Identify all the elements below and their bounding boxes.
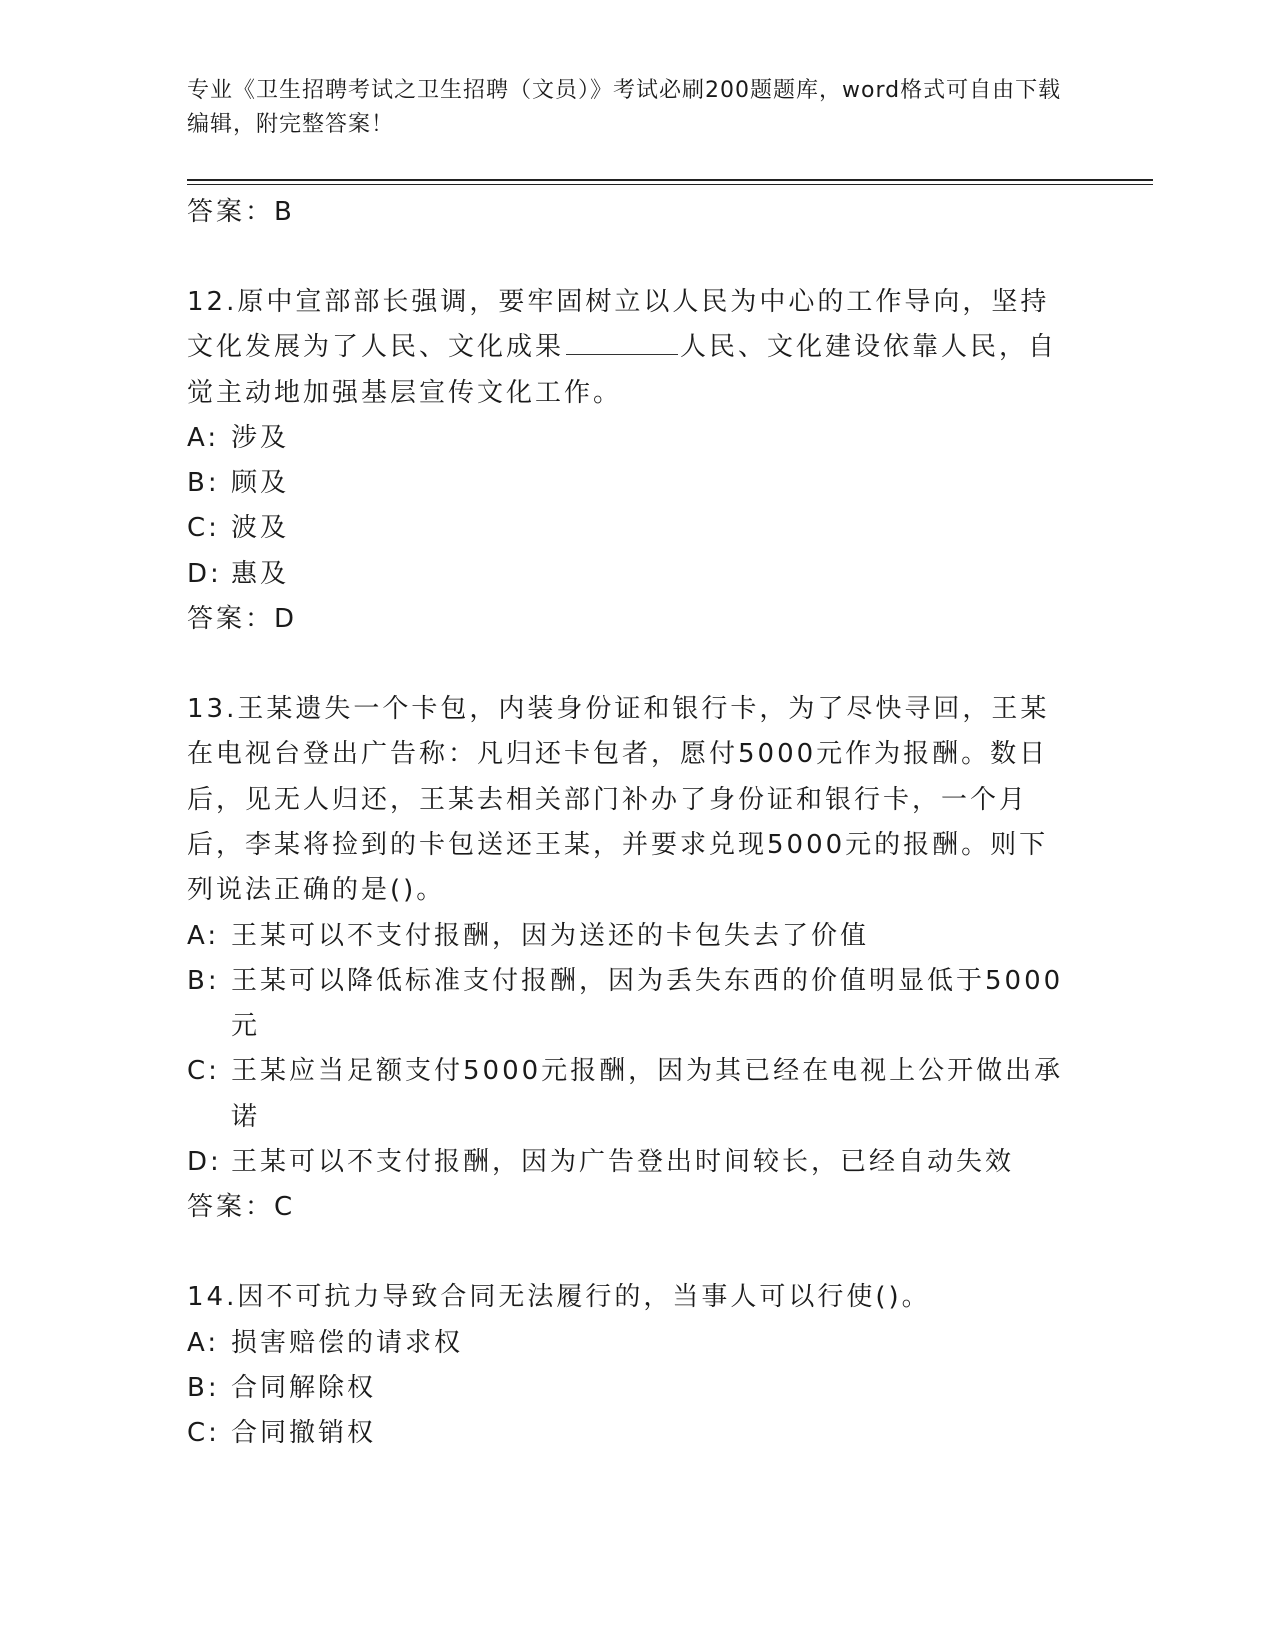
option-a bbox=[187, 416, 1067, 461]
option-letter: D: bbox=[187, 558, 222, 589]
spacer bbox=[187, 642, 1067, 687]
question-stem-13: 13.王某遗失一个卡包，内装身份证和银行卡，为了尽快寻回，王某在电视台登出广告称：凡归还卡包者，愿付5000元作为报酬。数日后，见无人归还，王某去相关部门补办了身份证和银行卡，一个月后，李某将捡到的卡包送还王某，并要求兑现5000元的报酬。则下列说法正确的是()。 bbox=[187, 694, 1050, 906]
option-c bbox=[187, 1049, 1067, 1140]
answer-line-prev: 答案：B bbox=[187, 197, 295, 227]
question-stem-14: 14.因不可抗力导致合同无法履行的，当事人可以行使()。 bbox=[187, 1282, 931, 1313]
option-text: 王某可以不支付报酬，因为广告登出时间较长，已经自动失效 bbox=[231, 1147, 1015, 1178]
option-d bbox=[187, 552, 1067, 597]
option-text: 顾及 bbox=[231, 468, 290, 499]
spacer bbox=[187, 1230, 1067, 1275]
option-text: 涉及 bbox=[231, 422, 290, 453]
question-block-12 bbox=[187, 280, 1067, 642]
option-letter: C: bbox=[187, 1418, 220, 1449]
option-b bbox=[187, 461, 1067, 506]
option-letter: C: bbox=[187, 513, 220, 544]
header-divider-thin bbox=[187, 184, 1153, 185]
header-divider-thick bbox=[187, 179, 1153, 181]
option-text: 损害赔偿的请求权 bbox=[231, 1327, 464, 1358]
option-d bbox=[187, 1140, 1067, 1185]
question-stem-12-part2: 人民、文化建设依靠人民，自觉主动地加强基层宣传文化工作。 bbox=[187, 332, 1058, 408]
option-letter: B: bbox=[187, 965, 220, 996]
option-letter: A: bbox=[187, 422, 220, 453]
option-text: 王某可以降低标准支付报酬，因为丢失东西的价值明显低于5000元 bbox=[231, 965, 1064, 1042]
option-a bbox=[187, 914, 1067, 959]
document-header: 专业《卫生招聘考试之卫生招聘（文员）》考试必刷200题题库，word格式可自由下载编辑，附完整答案！ bbox=[187, 78, 1062, 137]
question-stem-12 bbox=[187, 280, 1067, 416]
option-text: 合同解除权 bbox=[231, 1372, 377, 1403]
option-text: 王某应当足额支付5000元报酬，因为其已经在电视上公开做出承诺 bbox=[231, 1056, 1064, 1132]
option-text: 合同撤销权 bbox=[231, 1418, 377, 1449]
question-block-14 bbox=[187, 1275, 1067, 1456]
answer-line-12: 答案：D bbox=[187, 604, 298, 635]
option-text: 波及 bbox=[231, 513, 290, 544]
option-letter: B: bbox=[187, 1372, 220, 1403]
option-text: 王某可以不支付报酬，因为送还的卡包失去了价值 bbox=[231, 920, 870, 951]
option-letter: A: bbox=[187, 920, 220, 951]
option-a bbox=[187, 1321, 1067, 1366]
spacer bbox=[187, 235, 1067, 280]
option-letter: C: bbox=[187, 1056, 220, 1087]
question-block-13 bbox=[187, 687, 1067, 1230]
option-c bbox=[187, 1411, 1067, 1456]
fill-in-blank bbox=[566, 330, 678, 355]
option-c bbox=[187, 506, 1067, 551]
option-text: 惠及 bbox=[231, 558, 290, 589]
option-letter: D: bbox=[187, 1147, 222, 1178]
document-content bbox=[187, 190, 1067, 1457]
answer-line-13: 答案：C bbox=[187, 1192, 296, 1223]
question-stem-12-part1: 12.原中宣部部长强调，要牢固树立以人民为中心的工作导向，坚持文化发展为了人民、文化成果 bbox=[187, 287, 1050, 363]
option-letter: A: bbox=[187, 1327, 220, 1358]
option-b bbox=[187, 1366, 1067, 1411]
option-letter: B: bbox=[187, 468, 220, 499]
option-b bbox=[187, 959, 1067, 1050]
